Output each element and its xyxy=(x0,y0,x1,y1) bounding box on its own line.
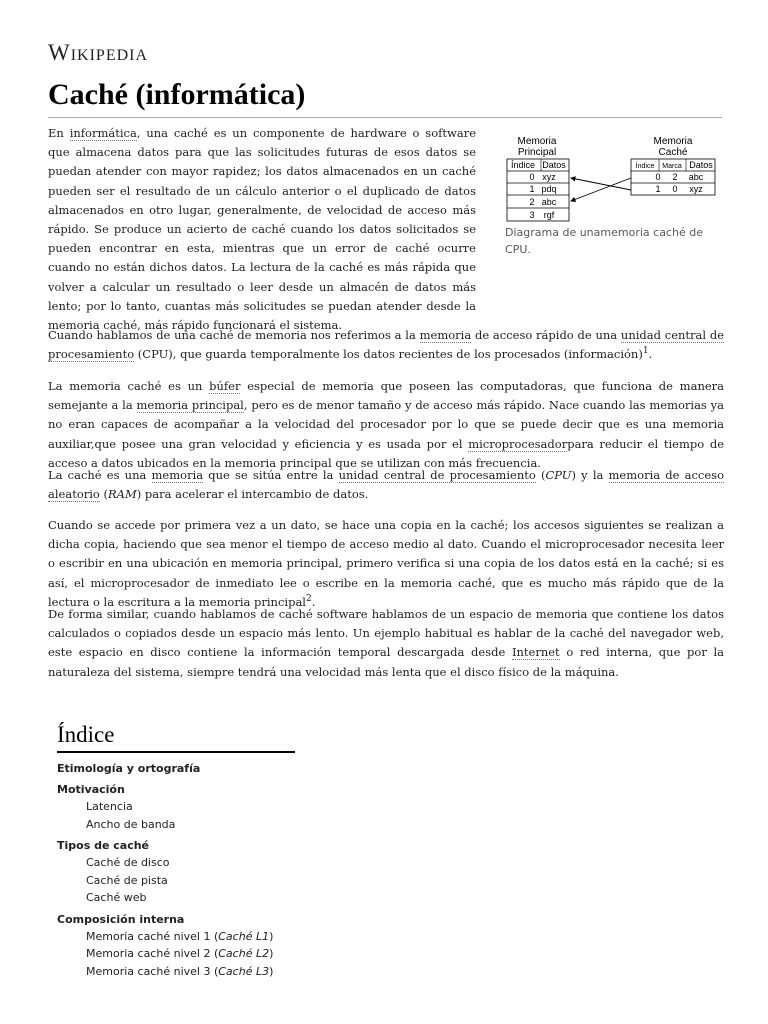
cache-header-2: Caché xyxy=(658,147,688,158)
link-unidad-central-procesamiento[interactable]: unidad central de procesamiento xyxy=(48,328,725,362)
toc-item-cache-web[interactable]: Caché web xyxy=(86,891,147,904)
lead-paragraph: En informática, una caché es un componente de hardware o software que almacena datos para que las solicitudes futuras de esos datos se puedan atender con mayor rapidez; los datos almacenados en un caché pueden ser el resultado de un cálculo anterior o el duplicado de datos almacenados en otro lugar, generalmente, de velocidad de acceso más rápido. Se produce un acierto de caché cuando los datos solicitados se pueden encontrar en esta, mientras que un error de caché ocurre cuando no están dichos datos. La lectura de la caché es más rápida que volver a calcular un resultado o leer desde un almacén de datos más lento; por lo tanto, cuantas más solicitudes se puedan atender desde la memoria caché, más rápido funcionará el sistema. xyxy=(48,126,476,333)
page-title: Caché (informática) xyxy=(48,78,306,111)
toc-item-motivacion[interactable]: Motivación xyxy=(57,783,125,796)
link-memoria-acceso-aleatorio[interactable]: memoria de acceso aleatorio xyxy=(48,468,724,502)
toc-item-cache-l3[interactable]: Memoria caché nivel 3 (Caché L3) xyxy=(86,964,274,978)
arrow-cache-1-to-main-0 xyxy=(571,178,631,190)
title-divider xyxy=(48,117,722,118)
link-bufer[interactable]: búfer xyxy=(209,379,241,393)
main-row-0-data: xyz xyxy=(542,172,556,182)
link-memoria-2[interactable]: memoria xyxy=(151,468,204,482)
wikipedia-logo[interactable]: Wikipedia xyxy=(48,40,149,65)
toc-item-cache-de-disco[interactable]: Caché de disco xyxy=(86,856,170,869)
cache-diagram-figure xyxy=(505,133,723,225)
cache-col-tag: Marca xyxy=(662,163,682,170)
toc-item-ancho-de-banda[interactable]: Ancho de banda xyxy=(86,817,176,831)
main-row-2-data: abc xyxy=(541,197,557,207)
link-unidad-central-procesamiento-2[interactable]: unidad central de procesamiento xyxy=(338,468,536,482)
toc-item-cache-l2[interactable]: Memoria caché nivel 2 (Caché L2) xyxy=(86,947,274,960)
cache-header-1: Memoria xyxy=(653,136,693,147)
main-row-2-index: 2 xyxy=(529,197,535,207)
cache-col-data: Datos xyxy=(689,160,713,170)
main-row-3-index: 3 xyxy=(529,210,535,220)
paragraph-4: La caché es una memoria que se sitúa entre la unidad central de procesamiento (CPU) y la memoria de acceso aleatorio (RAM) para acelerar el intercambio de datos. xyxy=(48,468,724,502)
table-of-contents xyxy=(57,722,297,980)
toc-item-cache-de-pista[interactable]: Caché de pista xyxy=(86,873,168,887)
cache-row-1-tag: 0 xyxy=(672,184,678,194)
cache-row-0-data: abc xyxy=(688,172,704,182)
toc-item-cache-l1[interactable]: Memoria caché nivel 1 (Caché L1) xyxy=(86,929,274,943)
main-memory-header-1: Memoria xyxy=(517,136,557,147)
figure-caption: Diagrama de unamemoria caché de CPU. xyxy=(505,226,703,256)
cache-row-0-tag: 2 xyxy=(672,172,678,182)
cache-col-index: Índice xyxy=(635,163,655,170)
link-memoria-principal[interactable]: memoria principal xyxy=(136,398,244,413)
link-memoria[interactable]: memoria xyxy=(419,328,472,342)
link-informatica[interactable]: informática xyxy=(69,126,137,140)
main-row-1-data: pdq xyxy=(541,184,557,194)
cache-diagram xyxy=(505,133,723,225)
paragraph-6: De forma similar, cuando hablamos de caché software hablamos de un espacio de memoria que contiene los datos calculados o copiados desde un espacio más lento. Un ejemplo habitual es hablar de la caché del navegador web, este espacio en disco contiene la información temporal descargada desde Internet o red interna, que por la naturaleza del sistema, siempre tendrá una velocidad más lenta que el disco físico de la máquina. xyxy=(48,607,725,679)
toc-item-etimologia[interactable]: Etimología y ortografía xyxy=(57,762,201,775)
main-row-0-index: 0 xyxy=(529,172,535,182)
link-microprocesador[interactable]: microprocesador xyxy=(468,436,568,451)
main-row-1-index: 1 xyxy=(529,184,535,194)
toc-item-composicion-interna[interactable]: Composición interna xyxy=(57,912,185,926)
arrow-cache-0-to-main-2 xyxy=(571,178,631,201)
cache-row-1-data: xyz xyxy=(689,184,703,194)
paragraph-5: Cuando se accede por primera vez a un dato, se hace una copia en la caché; los accesos siguientes se realizan a dicha copia, haciendo que sea menor el tiempo de acceso medio al dato. Cuando el microprocesador necesita leer o escribir en una ubicación en memoria principal, primero verifica si una copia de los datos está en la caché; si es así, el microprocesador de inmediato lee o escribe en la memoria caché, que es mucho más rápido que de la lectura o la escritura a la memoria principal$^2$. xyxy=(48,518,724,609)
toc-list xyxy=(57,760,297,980)
cache-row-0-index: 0 xyxy=(655,172,661,182)
main-memory-header-2-text: Principal xyxy=(517,147,557,158)
toc-item-tipos-de-cache[interactable]: Tipos de caché xyxy=(57,839,150,852)
reference-1[interactable]: 1 xyxy=(642,346,649,357)
reference-2[interactable]: 2 xyxy=(305,593,312,604)
paragraph-2: Cuando hablamos de una caché de memoria nos referimos a la memoria de acceso rápido de una unidad central de procesamiento (CPU), que guarda temporalmente los datos recientes de los procesados (información)$^1$. xyxy=(48,328,725,362)
toc-title: Índice xyxy=(57,722,295,753)
paragraph-3: La memoria caché es un búfer especial de memoria que poseen las computadoras, que funciona de manera semejante a la memoria principal, pero es de menor tamaño y de acceso más rápido. Nace cuando las memorias ya no eran capaces de acompañar a la velocidad del procesador por lo que se puede decir que es una memoria auxiliar,que posee una gran velocidad y eficiencia y es usada por el microprocesadorpara reducir el tiempo de acceso a datos ubicados en la memoria principal que se utilizan con más frecuencia. xyxy=(48,379,725,470)
link-internet[interactable]: Internet xyxy=(511,645,560,660)
toc-item-latencia[interactable]: Latencia xyxy=(86,800,133,813)
main-memory-col-data: Datos xyxy=(542,160,566,170)
main-row-3-data: rgf xyxy=(543,210,555,220)
cache-row-1-index: 1 xyxy=(655,184,661,194)
main-memory-col-index: Índice xyxy=(510,160,536,170)
